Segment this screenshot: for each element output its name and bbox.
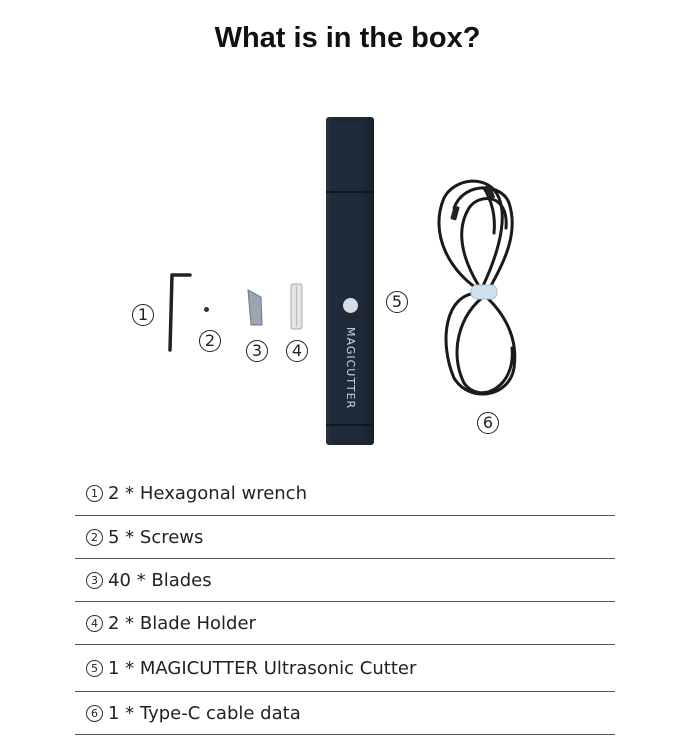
- marker-1: 1: [132, 304, 154, 326]
- list-item: [75, 559, 615, 602]
- item-text: 5 * Screws: [108, 526, 204, 548]
- blade-holder-image: [288, 283, 306, 331]
- device-cap-seam: [326, 191, 374, 193]
- item-number: 1: [86, 485, 103, 502]
- marker-5: 5: [386, 291, 408, 313]
- item-text: 1 * Type-C cable data: [108, 702, 301, 724]
- item-number: 4: [86, 615, 103, 632]
- list-item: [75, 471, 615, 516]
- marker-3: 3: [246, 340, 268, 362]
- device-label: MAGICUTTER: [344, 327, 357, 410]
- usb-c-cable-image: [424, 173, 529, 408]
- marker-4: 4: [286, 340, 308, 362]
- item-number: 3: [86, 572, 103, 589]
- page-title: What is in the box?: [214, 22, 481, 54]
- marker-2: 2: [199, 330, 221, 352]
- list-item: [75, 645, 615, 692]
- list-item: [75, 516, 615, 559]
- item-number: 6: [86, 705, 103, 722]
- contents-list: [75, 471, 615, 735]
- list-item: [75, 692, 615, 735]
- screw-image: [204, 307, 209, 312]
- blade-image: [243, 285, 268, 330]
- device-bottom-seam: [326, 424, 374, 426]
- cutter-device-image: [326, 117, 374, 445]
- item-text: 1 * MAGICUTTER Ultrasonic Cutter: [108, 657, 417, 679]
- item-number: 5: [86, 660, 103, 677]
- item-text: 2 * Blade Holder: [108, 612, 256, 634]
- item-number: 2: [86, 529, 103, 546]
- list-item: [75, 602, 615, 645]
- power-button: [343, 298, 358, 313]
- marker-6: 6: [477, 412, 499, 434]
- item-text: 40 * Blades: [108, 569, 212, 591]
- item-text: 2 * Hexagonal wrench: [108, 482, 307, 504]
